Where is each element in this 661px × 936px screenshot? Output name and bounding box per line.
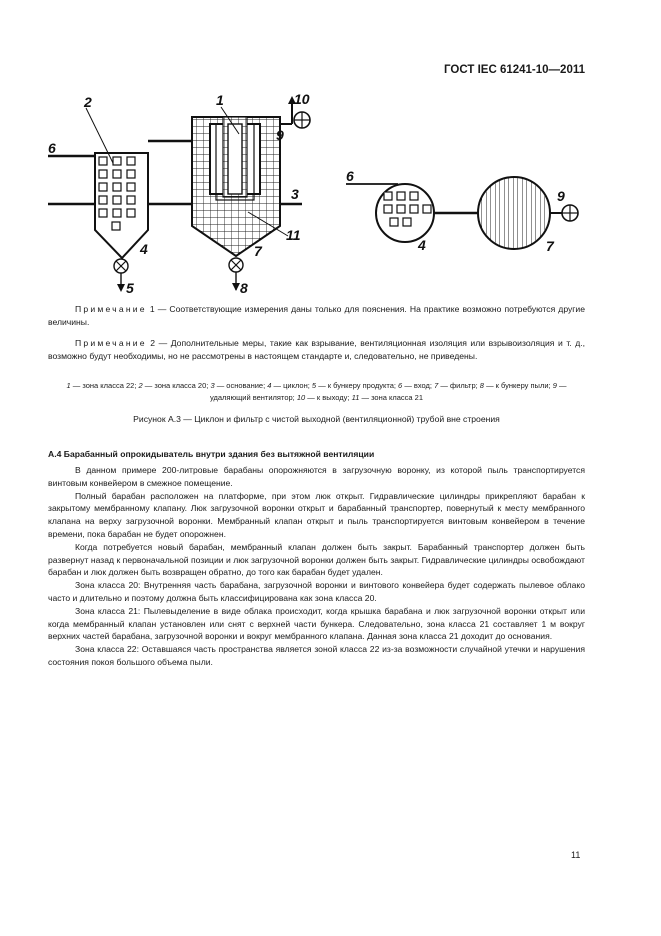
- body-text: [48, 464, 585, 669]
- legend-num: 9: [552, 381, 557, 390]
- plan-view: [346, 177, 578, 249]
- paragraph: Зона класса 20: Внутренняя часть барабана, загрузочной воронки и винтового конвейера будет содержать пылевое облако часто и длительно и поэтому должна быть классифицирована как зона класса 20.: [48, 580, 585, 603]
- figure-a3-diagram: [0, 0, 661, 300]
- label-r9: 9: [557, 188, 565, 204]
- label-r4: 4: [418, 237, 426, 253]
- label-r6: 6: [346, 168, 354, 184]
- note-1-prefix: Примечание: [75, 304, 147, 314]
- legend-text: — фильтр;: [440, 381, 480, 390]
- paragraph: В данном примере 200-литровые барабаны опорожняются в загрузочную воронку, из которой пыль транспортируется винтовым конвейером в смежное помещение.: [48, 465, 585, 488]
- note-2-num: 2: [150, 338, 156, 348]
- legend-num: 4: [267, 381, 272, 390]
- figure-caption: Рисунок А.3 — Циклон и фильтр с чистой выходной (вентиляционной) трубой вне строения: [133, 414, 500, 424]
- legend-text: — к бункеру пыли;: [486, 381, 553, 390]
- label-9: 9: [276, 127, 284, 143]
- label-11: 11: [286, 227, 301, 243]
- label-8: 8: [240, 280, 248, 296]
- legend-num: 1: [66, 381, 71, 390]
- paragraph: Зона класса 21: Пылевыделение в виде облака происходит, когда крышка барабана и люк загрузочной воронки открыт или когда мембранный клапан установлен или снят с верхней части бункера. Следовательно, зона класса 21 составляет 1 м вокруг верхних частей барабана, загрузочной воронки и вокруг мембранного клапана. Данная зона класса 21 доходит до основания.: [48, 605, 585, 642]
- label-6: 6: [48, 140, 56, 156]
- label-7: 7: [254, 243, 262, 259]
- label-3: 3: [291, 186, 299, 202]
- cyclone: [48, 108, 148, 292]
- label-1: 1: [216, 92, 224, 108]
- figure-legend: [48, 380, 585, 404]
- page-number: 11: [571, 850, 581, 860]
- label-r7: 7: [546, 238, 554, 254]
- legend-text: — удаляющий вентилятор;: [209, 381, 567, 402]
- legend-text: — зона класса 20;: [144, 381, 211, 390]
- label-4: 4: [140, 241, 148, 257]
- legend-text: — зона класса 21: [361, 393, 424, 402]
- legend-num: 6: [398, 381, 403, 390]
- legend-num: 2: [138, 381, 143, 390]
- note-1-text: — Соответствующие измерения даны только для пояснения. На практике возможно потребуются другие величины.: [48, 304, 586, 327]
- section-title: А.4 Барабанный опрокидыватель внутри здания без вытяжной вентиляции: [48, 449, 375, 459]
- paragraph: Зона класса 22: Оставшаяся часть пространства является зоной класса 22 из-за возможности случайной утечки и нарушения состояния покоя большого объема пыли.: [48, 644, 585, 667]
- legend-num: 3: [210, 381, 215, 390]
- legend-text: — вход;: [404, 381, 435, 390]
- note-2-prefix: Примечание: [75, 338, 147, 348]
- legend-num: 10: [296, 393, 306, 402]
- note-1-num: 1: [149, 304, 155, 314]
- legend-text: — зона класса 22;: [72, 381, 139, 390]
- note-2-text: — Дополнительные меры, такие как взрывание, вентиляционная изоляция или взрывоизоляция и т. д., возможно будут необходимы, но не рассмотрены в настоящем стандарте и, следовательно, не приведены.: [48, 338, 586, 361]
- legend-text: — к бункеру продукта;: [318, 381, 399, 390]
- legend-text: — основание;: [216, 381, 268, 390]
- legend-text: — циклон;: [273, 381, 312, 390]
- paragraph: Полный барабан расположен на платформе, при этом люк открыт. Гидравлические цилиндры прикрепляют барабан к закрытому мембранному клапану. Люк загрузочной воронки открыт и барабанный транспортер, повернутый к месту мембранного клапана на верху загрузочной воронки. Мембранный клапан открыт и пыль транспортируется винтовым конвейером в течение времени, пока барабан не будет опорожнен.: [48, 490, 585, 539]
- legend-num: 11: [351, 393, 360, 402]
- label-10: 10: [294, 91, 310, 107]
- document-header: ГОСТ IEC 61241-10—2011: [444, 64, 585, 76]
- legend-num: 5: [311, 381, 317, 390]
- filter: [192, 107, 302, 291]
- label-5: 5: [126, 280, 134, 296]
- legend-num: 8: [479, 381, 484, 390]
- label-2: 2: [84, 94, 92, 110]
- legend-text: — к выходу;: [307, 393, 352, 402]
- paragraph: Когда потребуется новый барабан, мембранный клапан должен быть закрыт. Барабанный транспортер должен быть развернут назад к первоначальной позиции и люк загрузочной воронки должен быть закрыт. Гидравлические цилиндры освобождают барабан и люк должен быть возвращен обратно, до того как барабан будет удален.: [48, 541, 585, 578]
- note-1: [48, 303, 585, 329]
- note-2: [48, 337, 585, 363]
- legend-num: 7: [434, 381, 439, 390]
